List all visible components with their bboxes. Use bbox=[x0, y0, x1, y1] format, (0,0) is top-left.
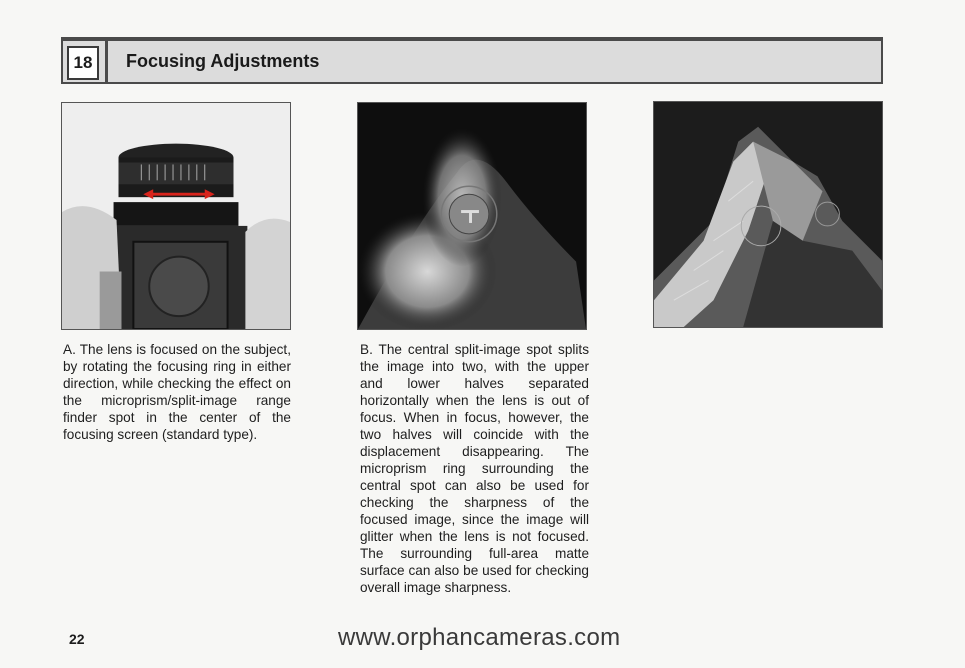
section-header bbox=[61, 37, 883, 84]
split-image-photo bbox=[357, 102, 587, 330]
section-number: 18 bbox=[67, 46, 99, 80]
header-divider bbox=[105, 41, 108, 82]
page-number: 22 bbox=[69, 631, 85, 647]
website-link[interactable]: www.orphancameras.com bbox=[338, 624, 621, 651]
caption-a: A. The lens is focused on the subject, by rotating the focusing ring in either direction, while checking the effect on the microprism/split-image range finder spot in the center of the focusing screen (standard type). bbox=[63, 342, 291, 442]
caption-b: B. The central split-image spot splits the image into two, with the upper and lower halves separated horizontally when the lens is out of focus. When in focus, however, the two halves will coincide with the displacement disappearing. The microprism ring surrounding the central spot can also be used for checking the sharpness of the focused image, since the image will glitter when the lens is not focused. The surrounding full-area matte surface can also be used for checking overall image sharpness. bbox=[360, 342, 589, 595]
mountain-photo bbox=[653, 101, 883, 328]
page-title: Focusing Adjustments bbox=[126, 51, 320, 71]
camera-lens-photo bbox=[61, 102, 291, 330]
